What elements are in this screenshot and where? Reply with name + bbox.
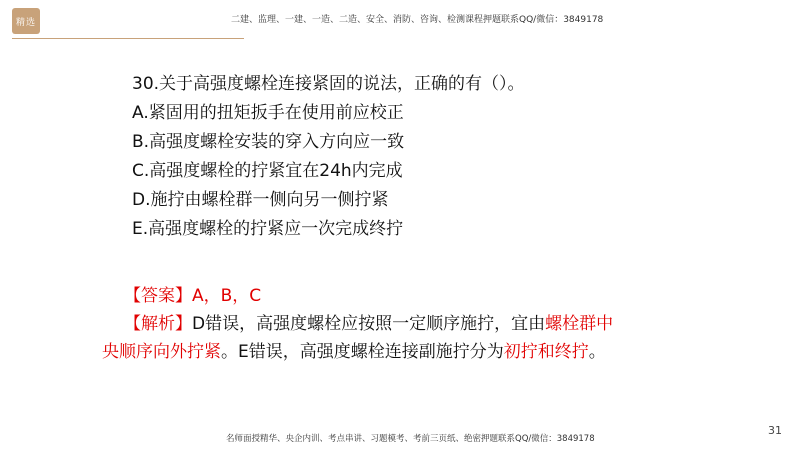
option-d: D.施拧由螺栓群一侧向另一侧拧紧 [132, 190, 389, 210]
answer-line [102, 282, 613, 310]
analysis-line-2 [102, 338, 613, 366]
question-block [132, 70, 525, 244]
analysis-text-1: D错误，高强度螺栓应按照一定顺序施拧，宜由 [192, 314, 546, 334]
question-stem: 30.关于高强度螺栓连接紧固的说法，正确的有（）。 [132, 74, 525, 94]
page-number: 31 [768, 424, 782, 437]
analysis-highlight-1a: 螺栓群中 [545, 314, 614, 334]
logo-badge [12, 8, 40, 34]
answer-label: 【答案】 [124, 286, 192, 306]
option-c: C.高强度螺栓的拧紧宜在24h内完成 [132, 161, 403, 181]
header-divider [12, 38, 244, 39]
analysis-text-3: 。 [588, 342, 606, 362]
analysis-highlight-2: 初拧和终拧 [503, 342, 589, 362]
header-contact-text: 二建、监理、一建、一造、二造、安全、消防、咨询、检测课程押题联系QQ/微信：3849178 [231, 15, 604, 25]
analysis-line-1 [102, 310, 613, 338]
option-e: E.高强度螺栓的拧紧应一次完成终拧 [132, 219, 404, 239]
analysis-label: 【解析】 [124, 314, 192, 334]
answer-block [102, 282, 613, 366]
answer-value: A，B，C [192, 286, 262, 306]
analysis-highlight-1b: 央顺序向外拧紧 [102, 342, 221, 362]
option-a: A.紧固用的扭矩扳手在使用前应校正 [132, 103, 404, 123]
option-b: B.高强度螺栓安装的穿入方向应一致 [132, 132, 405, 152]
footer-contact-text: 名师面授精华、央企内训、考点串讲、习题模考、考前三页纸、绝密押题联系QQ/微信：3849178 [226, 434, 595, 444]
analysis-text-2: 。E错误，高强度螺栓连接副施拧分为 [221, 342, 504, 362]
logo-text: 精选 [15, 17, 36, 28]
